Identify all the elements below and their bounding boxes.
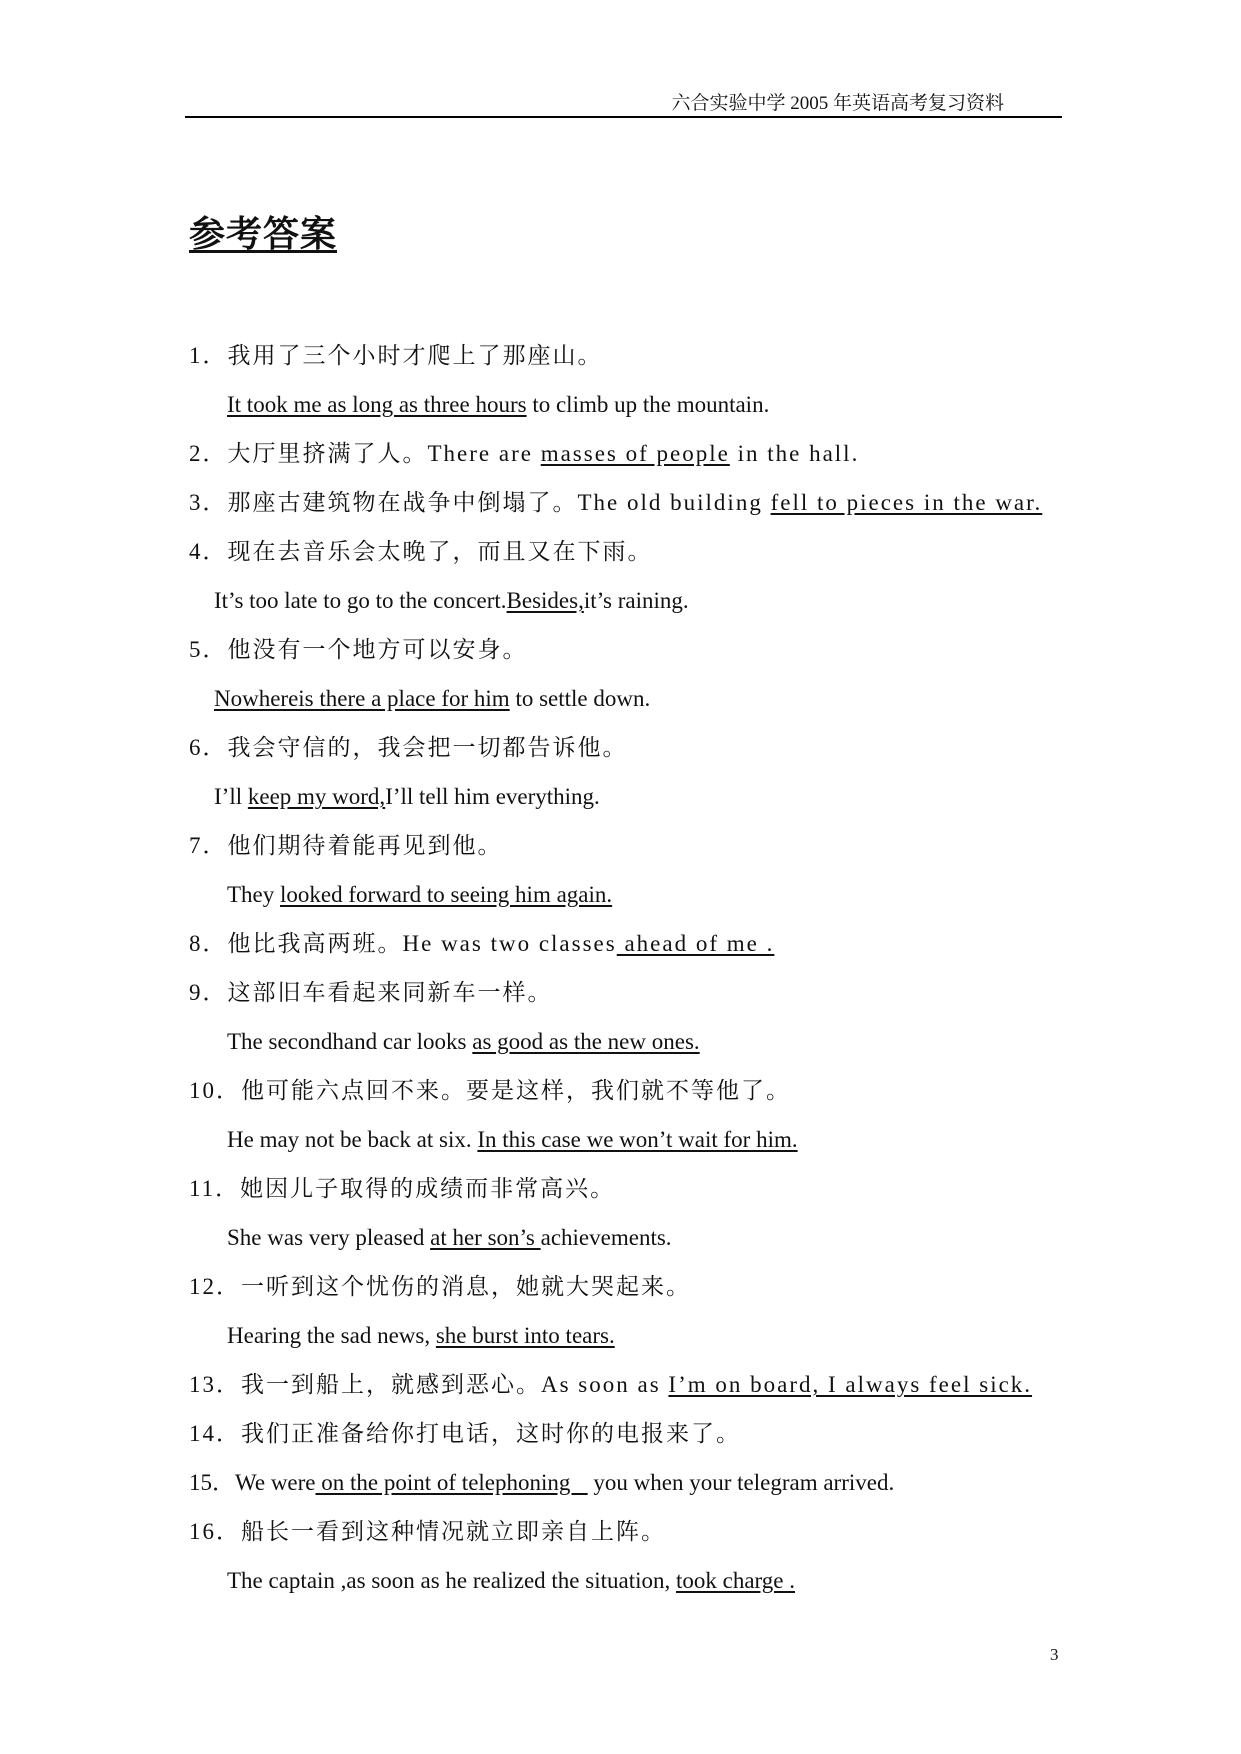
item-4-chinese: 4．现在去音乐会太晚了，而且又在下雨。 <box>189 539 653 564</box>
answer-blank: fell to pieces in the war. <box>770 490 1043 515</box>
item-1-chinese: 1．我用了三个小时才爬上了那座山。 <box>189 343 603 368</box>
answer-blank: on the point of telephoning <box>315 1470 588 1495</box>
item-6-chinese: 6．我会守信的，我会把一切都告诉他。 <box>189 735 628 760</box>
answer-blank: at her son’s <box>430 1225 541 1250</box>
item-4-english: It’s too late to go to the concert.Besides,it’s raining. <box>214 588 689 613</box>
item-5-english: Nowhereis there a place for him to settle down. <box>214 686 651 711</box>
item-11-english: She was very pleased at her son’s achievements. <box>227 1225 672 1250</box>
item-13: 13．我一到船上，就感到恶心。As soon as I’m on board, I always feel sick. <box>189 1372 1033 1397</box>
item-5-chinese: 5．他没有一个地方可以安身。 <box>189 637 528 662</box>
item-3: 3．那座古建筑物在战争中倒塌了。The old building fell to pieces in the war. <box>189 490 1043 515</box>
item-14-chinese: 14．我们正准备给你打电话，这时你的电报来了。 <box>189 1421 741 1446</box>
answer-blank: Nowhereis there a place for him <box>214 686 510 711</box>
item-12-chinese: 12．一听到这个忧伤的消息，她就大哭起来。 <box>189 1274 691 1299</box>
answer-blank: she burst into tears. <box>435 1323 615 1348</box>
item-11-chinese: 11．她因儿子取得的成绩而非常高兴。 <box>189 1176 616 1201</box>
answer-blank: Besides, <box>506 588 584 613</box>
page-header <box>185 86 1062 118</box>
item-10-chinese: 10．他可能六点回不来。要是这样，我们就不等他了。 <box>189 1078 791 1103</box>
item-7-chinese: 7．他们期待着能再见到他。 <box>189 833 503 858</box>
page-title: 参考答案 <box>189 214 338 254</box>
header-text: 六合实验中学 2005 年英语高考复习资料 <box>671 93 1004 114</box>
item-8: 8．他比我高两班。He was two classes ahead of me . <box>189 931 775 956</box>
item-9-english: The secondhand car looks as good as the new ones. <box>227 1029 700 1054</box>
answer-blank: In this case we won’t wait for him. <box>477 1127 798 1152</box>
answer-blank: as good as the new ones. <box>472 1029 700 1054</box>
answer-blank: keep my word, <box>247 784 386 809</box>
item-12-english: Hearing the sad news, she burst into tears. <box>227 1323 615 1348</box>
item-16-chinese: 16．船长一看到这种情况就立即亲自上阵。 <box>189 1519 666 1544</box>
item-10-english: He may not be back at six. In this case we won’t wait for him. <box>227 1127 798 1152</box>
answer-blank: took charge . <box>675 1568 795 1593</box>
answer-blank: ahead of me . <box>616 931 775 956</box>
item-9-chinese: 9．这部旧车看起来同新车一样。 <box>189 980 553 1005</box>
item-2: 2．大厅里挤满了人。There are masses of people in the hall. <box>189 441 860 466</box>
item-1-english: It took me as long as three hours to climb up the mountain. <box>227 392 770 417</box>
answer-blank: I’m on board, I always feel sick. <box>668 1372 1033 1397</box>
item-16-english: The captain ,as soon as he realized the situation, took charge . <box>227 1568 795 1593</box>
item-6-english: I’ll keep my word,I’ll tell him everything. <box>214 784 600 809</box>
item-7-english: They looked forward to seeing him again. <box>227 882 613 907</box>
page-number: 3 <box>1050 1645 1059 1664</box>
answer-blank: It took me as long as three hours <box>227 392 527 417</box>
answer-blank: masses of people <box>540 441 730 466</box>
item-15: 15．We were on the point of telephoning you when your telegram arrived. <box>189 1470 895 1495</box>
answer-list <box>189 336 1089 1610</box>
answer-blank: looked forward to seeing him again. <box>280 882 613 907</box>
